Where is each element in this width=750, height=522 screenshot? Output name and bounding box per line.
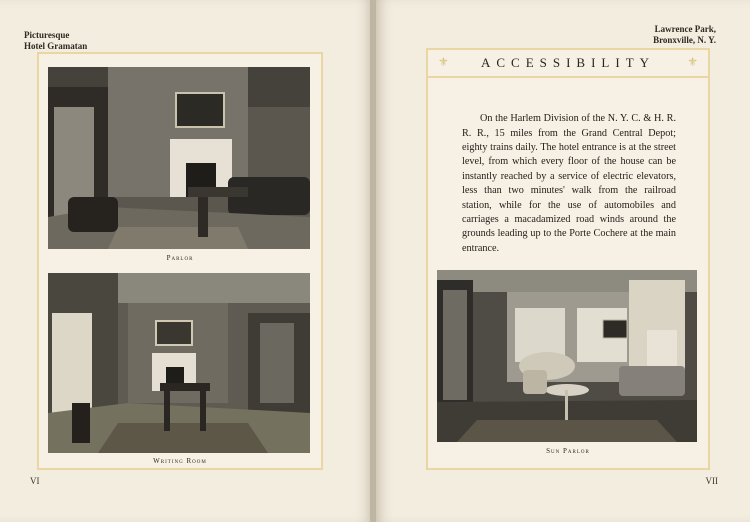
sun-parlor-caption: Sun Parlor <box>546 447 590 455</box>
running-head-line: Picturesque <box>24 30 70 40</box>
running-head-left <box>24 30 87 52</box>
running-head-line: Bronxville, N. Y. <box>653 35 716 45</box>
right-page <box>376 0 750 522</box>
section-title: ACCESSIBILITY <box>480 55 656 70</box>
left-page <box>0 0 372 522</box>
section-banner <box>428 50 708 78</box>
sun-parlor-photo <box>437 270 697 442</box>
page-number-left: VI <box>30 476 40 486</box>
parlor-photo <box>48 67 310 249</box>
photo-frame-left <box>37 52 323 470</box>
page-number-right: VII <box>705 476 718 486</box>
running-head-line: Lawrence Park, <box>654 24 716 34</box>
accessibility-paragraph: On the Harlem Division of the N. Y. C. & H. R. R. R., 15 miles from the Grand Central Depot; eighty trains daily. The hotel entrance is at the street level, from which every floor of the house can be instantly reached by a service of electric elevators, less than two minutes' walk from the railroad station, while for the use of automobiles and carriages a macadamized road winds around the grounds leading up to the Porte Cochere at the main entrance. <box>462 113 676 254</box>
text-frame-right <box>426 48 710 470</box>
writing-room-photo <box>48 273 310 453</box>
running-head-right <box>653 24 716 46</box>
running-head-line: Hotel Gramatan <box>24 41 88 51</box>
parlor-caption: Parlor <box>166 254 194 262</box>
writing-room-caption: Writing Room <box>153 457 207 465</box>
fleur-de-lis-icon: ⚜ <box>687 55 698 69</box>
fleur-de-lis-icon: ⚜ <box>438 55 449 69</box>
